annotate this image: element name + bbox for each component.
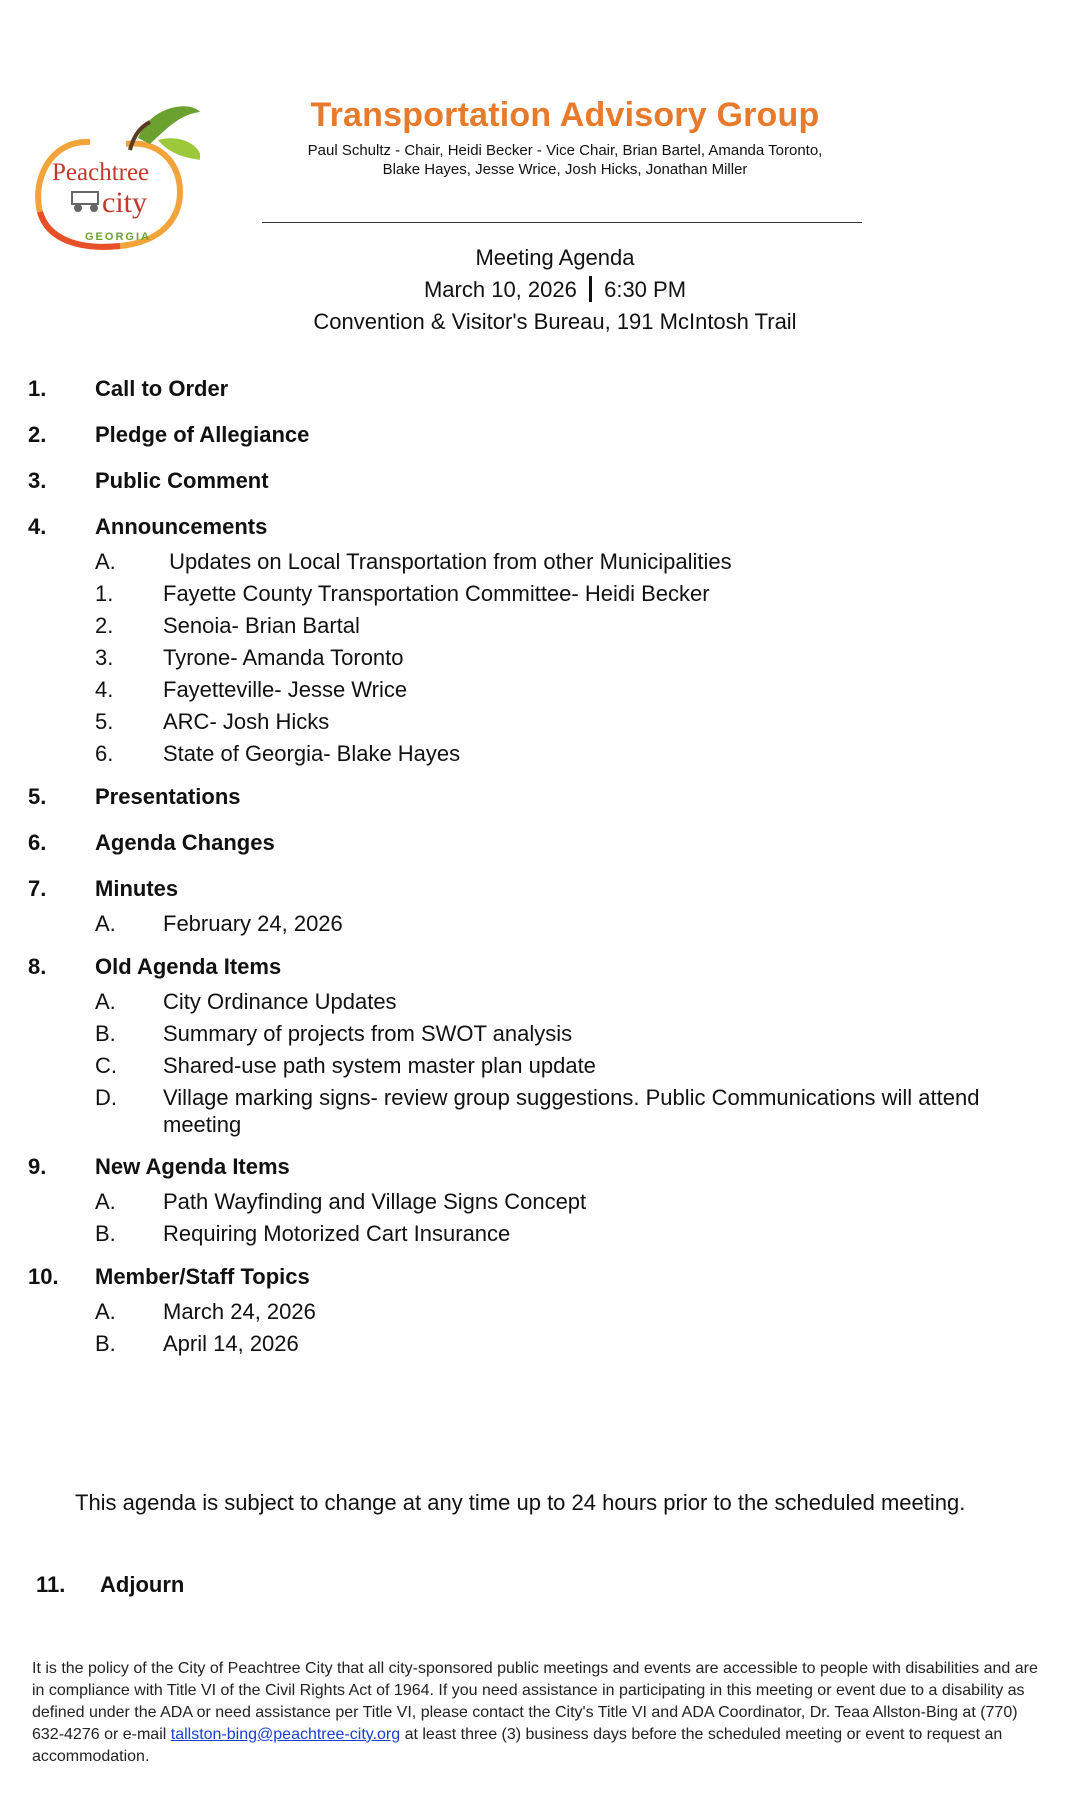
section-title: Minutes <box>95 876 179 901</box>
section-title: Adjourn <box>100 1572 185 1597</box>
agenda-item <box>28 640 1048 672</box>
section-heading <box>28 954 1048 984</box>
item-label: March 24, 2026 <box>163 1299 316 1324</box>
item-label: Summary of projects from SWOT analysis <box>163 1021 573 1046</box>
agenda-item <box>28 1048 1048 1080</box>
agenda-section <box>28 1154 1048 1248</box>
agenda-section <box>28 422 1048 452</box>
section-heading <box>28 1154 1048 1184</box>
page-title: Transportation Advisory Group <box>310 96 820 134</box>
agenda-section <box>28 830 1048 860</box>
section-number: 1. <box>28 376 47 401</box>
section-title: Member/Staff Topics <box>95 1264 310 1289</box>
meeting-date: March 10, 2026 <box>423 277 577 302</box>
section-title: Pledge of Allegiance <box>95 422 310 447</box>
section-number: 3. <box>28 468 47 493</box>
logo-peachtree-text: Peachtree <box>52 159 150 186</box>
item-label: City Ordinance Updates <box>163 989 397 1014</box>
datetime-separator <box>589 276 592 302</box>
agenda-section-adjourn <box>36 1572 184 1598</box>
policy-text: It is the policy of the City of Peachtree City that all city-sponsored public meetings and events are accessible to people with disabilities and are in compliance with Title VI of the Civil Rights Act of 1964. If you need assistance in participating in this meeting or event due to a disability as defined under the ADA or need assistance per Title VI, please contact the City's Title VI and ADA Coordinator, Dr. Teaa Allston-Bing at (770) 632-4276 or e-mail <box>32 1660 1038 1743</box>
item-label: April 14, 2026 <box>163 1331 299 1356</box>
item-key: 1. <box>95 581 114 606</box>
item-label: State of Georgia- Blake Hayes <box>163 741 461 766</box>
coordinator-email-link[interactable]: tallston-bing@peachtree-city.org <box>170 1726 401 1743</box>
item-key: B. <box>95 1221 116 1246</box>
section-title: Agenda Changes <box>95 830 275 855</box>
agenda-section <box>28 954 1048 1138</box>
members-line-1: Paul Schultz - Chair, Heidi Becker - Vice Chair, Brian Bartel, Amanda Toronto, <box>307 142 823 159</box>
section-title: Presentations <box>95 784 241 809</box>
header-divider <box>262 222 862 223</box>
agenda-item <box>28 1326 1048 1358</box>
item-label: Fayetteville- Jesse Wrice <box>163 677 408 702</box>
item-key: D. <box>95 1085 117 1110</box>
item-key: 4. <box>95 677 114 702</box>
item-key: B. <box>95 1021 116 1046</box>
item-key: 3. <box>95 645 114 670</box>
meeting-info <box>250 242 860 338</box>
meeting-heading: Meeting Agenda <box>475 245 635 270</box>
item-label: ARC- Josh Hicks <box>163 709 330 734</box>
item-key: B. <box>95 1331 116 1356</box>
peachtree-city-logo <box>30 100 200 260</box>
agenda-item <box>28 736 1048 768</box>
item-key: C. <box>95 1053 117 1078</box>
agenda-item <box>28 1080 1048 1138</box>
item-label: February 24, 2026 <box>163 911 343 936</box>
item-key: A. <box>95 1299 116 1324</box>
item-label: Village marking signs- review group suggestions. Public Communications will attend meeting <box>163 1085 986 1137</box>
section-number: 5. <box>28 784 47 809</box>
section-number: 11. <box>36 1572 66 1597</box>
item-key: A. <box>95 1189 116 1214</box>
section-heading <box>28 514 1048 544</box>
item-label: Requiring Motorized Cart Insurance <box>163 1221 511 1246</box>
item-label: Updates on Local Transportation from other Municipalities <box>163 549 732 574</box>
item-key: 5. <box>95 709 114 734</box>
agenda-item <box>28 1184 1048 1216</box>
agenda-section <box>28 876 1048 938</box>
section-number: 6. <box>28 830 47 855</box>
agenda-item <box>28 704 1048 736</box>
section-title: Announcements <box>95 514 268 539</box>
agenda-change-note: This agenda is subject to change at any time up to 24 hours prior to the scheduled meeting. <box>75 1490 966 1515</box>
agenda-item <box>28 984 1048 1016</box>
item-key: A. <box>95 549 116 574</box>
section-number: 10. <box>28 1264 59 1289</box>
item-key: A. <box>95 989 116 1014</box>
logo-city-text: city <box>102 186 147 219</box>
agenda-section <box>28 468 1048 498</box>
members-line-2: Blake Hayes, Jesse Wrice, Josh Hicks, Jonathan Miller <box>382 161 748 178</box>
meeting-location: Convention & Visitor's Bureau, 191 McIntosh Trail <box>313 309 797 334</box>
section-title: Old Agenda Items <box>95 954 282 979</box>
golf-cart-icon <box>72 192 98 212</box>
agenda-item <box>28 544 1048 576</box>
item-key: 2. <box>95 613 114 638</box>
accessibility-policy <box>32 1658 1042 1768</box>
section-heading <box>28 1264 1048 1294</box>
logo-georgia-text: GEORGIA <box>85 231 151 243</box>
section-number: 4. <box>28 514 47 539</box>
agenda-item <box>28 1294 1048 1326</box>
section-heading <box>28 830 1048 860</box>
item-key: A. <box>95 911 116 936</box>
agenda-section <box>28 784 1048 814</box>
agenda-item <box>28 576 1048 608</box>
agenda-section <box>28 376 1048 406</box>
agenda-list <box>28 376 1048 1374</box>
item-label: Shared-use path system master plan update <box>163 1053 596 1078</box>
item-label: Fayette County Transportation Committee- Heidi Becker <box>163 581 710 606</box>
section-heading <box>28 376 1048 406</box>
section-number: 2. <box>28 422 47 447</box>
agenda-item <box>28 906 1048 938</box>
agenda-item <box>28 672 1048 704</box>
section-title: Public Comment <box>95 468 269 493</box>
agenda-section <box>28 1264 1048 1358</box>
agenda-item <box>28 608 1048 640</box>
item-label: Tyrone- Amanda Toronto <box>163 645 404 670</box>
section-heading <box>28 876 1048 906</box>
section-title: New Agenda Items <box>95 1154 290 1179</box>
section-heading <box>28 784 1048 814</box>
agenda-item <box>28 1016 1048 1048</box>
item-label: Path Wayfinding and Village Signs Concept <box>163 1189 587 1214</box>
meeting-datetime <box>250 274 860 306</box>
meeting-time: 6:30 PM <box>604 277 687 302</box>
section-number: 8. <box>28 954 47 979</box>
section-heading <box>28 422 1048 452</box>
policy-text-after: at least three (3) business days before the scheduled meeting or event to request an accommodation. <box>32 1726 1003 1765</box>
agenda-section <box>28 514 1048 768</box>
members-list <box>250 141 880 179</box>
agenda-item <box>28 1216 1048 1248</box>
item-label: Senoia- Brian Bartal <box>163 613 360 638</box>
section-title: Call to Order <box>95 376 229 401</box>
section-number: 7. <box>28 876 47 901</box>
section-heading <box>28 468 1048 498</box>
item-key: 6. <box>95 741 114 766</box>
section-number: 9. <box>28 1154 47 1179</box>
